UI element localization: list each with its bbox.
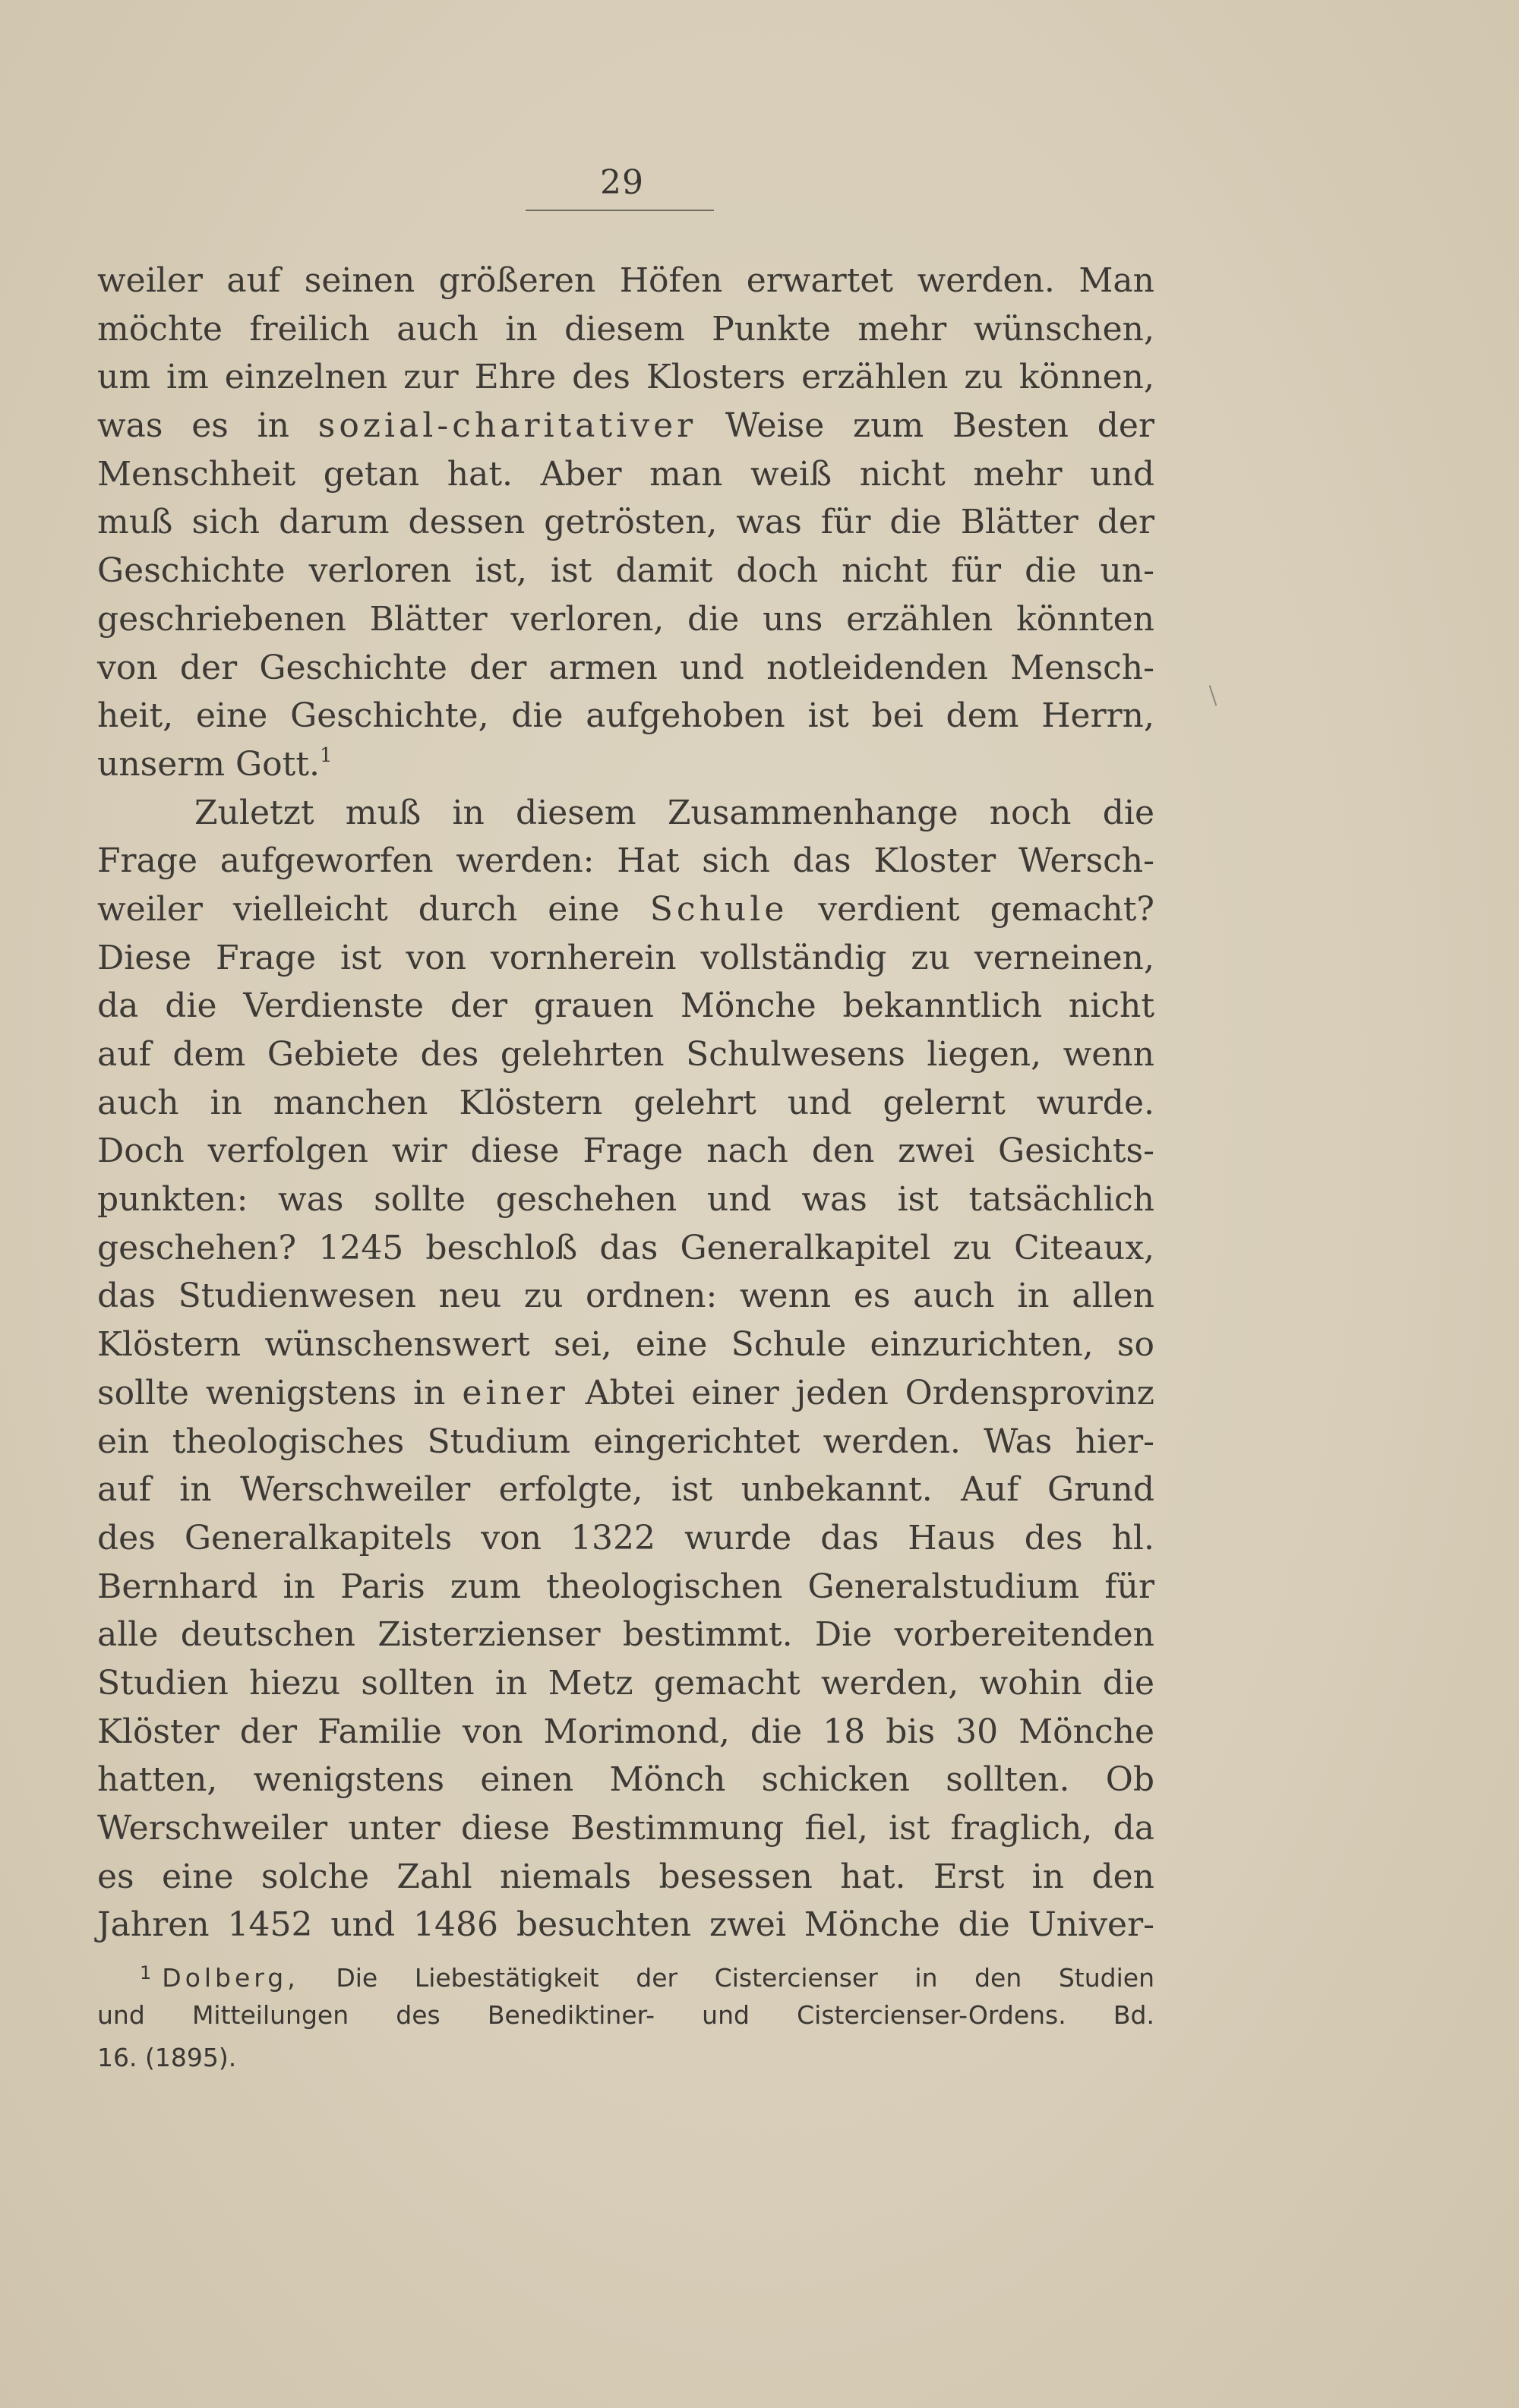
footnote-marker: 1 [140, 1962, 152, 1984]
text-line: Geschichte verloren ist, ist damit doch nicht für die un- [97, 551, 1154, 591]
text-line: alle deutschen Zisterzienser bestimmt. Die vorbereitenden [97, 1615, 1154, 1655]
text-line: Klöstern wünschenswert sei, eine Schule einzurichten, so [97, 1325, 1154, 1365]
text-line: Menschheit getan hat. Aber man weiß nicht mehr und [97, 454, 1154, 494]
text-line [97, 1369, 1154, 1418]
text-line: Jahren 1452 und 1486 besuchten zwei Mönche die Univer- [97, 1905, 1154, 1945]
text-line: Diese Frage ist von vornherein vollständig zu verneinen, [97, 938, 1154, 977]
footnote-line: 16. (1895). [97, 2043, 237, 2072]
text-line: auf dem Gebiete des gelehrten Schulwesens liegen, wenn [97, 1035, 1154, 1074]
text-line: da die Verdienste der grauen Mönche bekanntlich nicht [97, 986, 1154, 1026]
text-line: Klöster der Familie von Morimond, die 18 bis 30 Mönche [97, 1712, 1154, 1751]
text-line: es eine solche Zahl niemals besessen hat. Erst in den [97, 1857, 1154, 1896]
text-line: Werschweiler unter diese Bestimmung fiel, ist fraglich, da [97, 1809, 1154, 1848]
footnote [97, 1952, 1154, 2079]
text-line: geschehen? 1245 beschloß das Generalkapitel zu Citeaux, [97, 1228, 1154, 1267]
paragraph-first-line: Zuletzt muß in diesem Zusammenhange noch die [194, 793, 1154, 832]
emphasis-spaced: Schule [649, 889, 788, 929]
header-rule [526, 210, 714, 211]
margin-pencil-mark [1209, 685, 1217, 705]
text-line: um im einzelnen zur Ehre des Klosters erzählen zu können, [97, 358, 1154, 397]
text-line: geschriebenen Blätter verloren, die uns erzählen könnten [97, 599, 1154, 639]
text-line: ein theologisches Studium eingerichtet werden. Was hier- [97, 1422, 1154, 1461]
text-line: das Studienwesen neu zu ordnen: wenn es auch in allen [97, 1277, 1154, 1316]
text-line [97, 402, 1154, 450]
text-line: auf in Werschweiler erfolgte, ist unbekannt. Auf Grund [97, 1470, 1154, 1510]
text-segment: Weise zum Besten der [725, 406, 1154, 446]
emphasis-spaced: sozial-charitativer [317, 406, 697, 446]
text-segment: was es in [97, 406, 289, 446]
text-line: möchte freilich auch in diesem Punkte mehr wünschen, [97, 309, 1154, 349]
text-segment: weiler vielleicht durch eine [97, 889, 620, 929]
text-line: des Generalkapitels von 1322 wurde das Haus des hl. [97, 1518, 1154, 1557]
footnote-text: Die Liebestätigkeit der Cistercienser in den Studien [336, 1963, 1154, 1993]
text-line: weiler auf seinen größeren Höfen erwartet werden. Man [97, 261, 1154, 300]
text-line: Studien hiezu sollten in Metz gemacht werden, wohin die [97, 1663, 1154, 1703]
page-number: 29 [600, 163, 644, 202]
text-line [97, 885, 1154, 934]
text-line: punkten: was sollte geschehen und was ist tatsächlich [97, 1180, 1154, 1220]
text-line: muß sich darum dessen getrösten, was für die Blätter der [97, 503, 1154, 542]
footnote-reference: 1 [320, 743, 333, 767]
text-line: Frage aufgeworfen werden: Hat sich das Kloster Wersch- [97, 841, 1154, 881]
text-line: heit, eine Geschichte, die aufgehoben ist bei dem Herrn, [97, 696, 1154, 736]
footnote-author: Dolberg, [162, 1963, 299, 1993]
text-segment: Abtei einer jeden Ordensprovinz [585, 1373, 1154, 1412]
text-line: Doch verfolgen wir diese Frage nach den zwei Gesichts- [97, 1131, 1154, 1171]
text-segment: verdient gemacht? [818, 889, 1154, 929]
text-line: auch in manchen Klöstern gelehrt und gelernt wurde. [97, 1083, 1154, 1122]
footnote-line: und Mitteilungen des Benediktiner- und Cistercienser-Ordens. Bd. [97, 2000, 1154, 2030]
footnote-line [97, 1952, 1154, 1994]
text-line: von der Geschichte der armen und notleidenden Mensch- [97, 648, 1154, 687]
text-segment: unserm Gott. [97, 744, 321, 784]
text-line: hatten, wenigstens einen Mönch schicken sollten. Ob [97, 1760, 1154, 1800]
text-segment: sollte wenigstens in [97, 1373, 446, 1412]
emphasis-spaced: einer [462, 1373, 569, 1412]
text-line: Bernhard in Paris zum theologischen Generalstudium für [97, 1567, 1154, 1606]
body-text [97, 257, 1154, 1949]
text-line [97, 740, 1154, 789]
